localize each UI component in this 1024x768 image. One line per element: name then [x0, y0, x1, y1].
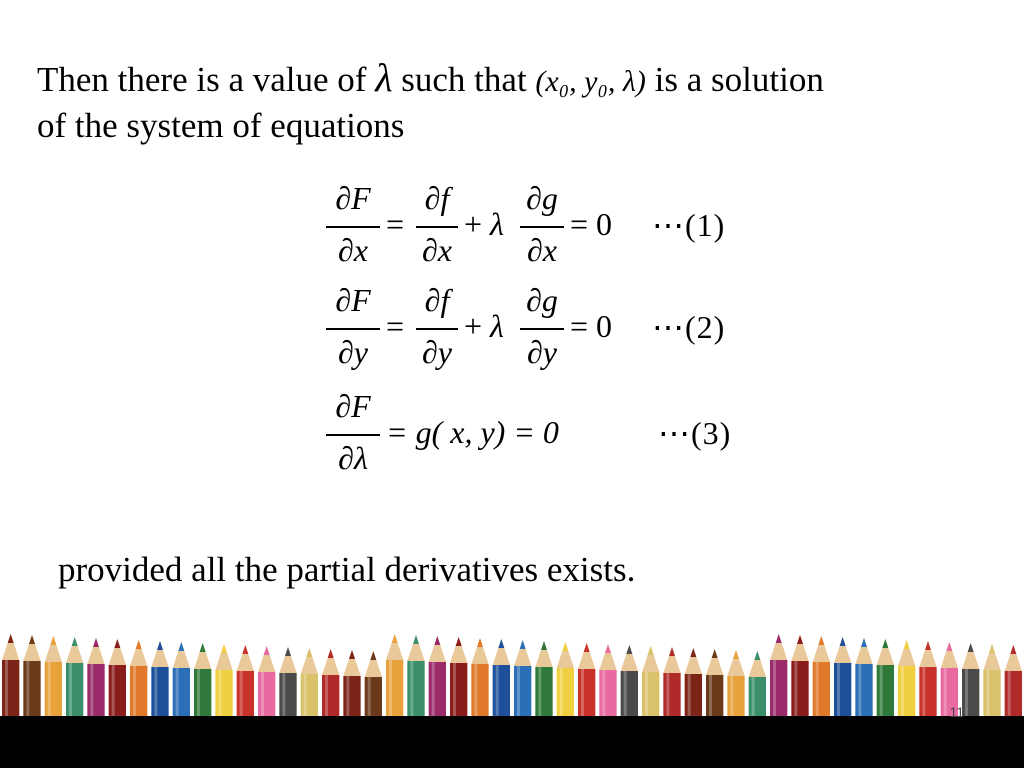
pencil — [685, 648, 702, 720]
pencil — [215, 644, 232, 720]
pencil — [322, 649, 339, 720]
pencil — [109, 639, 126, 720]
fraction-bar — [416, 328, 458, 330]
term2-numerator: ∂g — [526, 282, 558, 318]
pencil — [1005, 645, 1022, 720]
term1-numerator: ∂f — [424, 180, 450, 216]
term1-numerator: ∂f — [424, 282, 450, 318]
fraction-bar — [416, 226, 458, 228]
pencil — [87, 638, 104, 720]
term2-denominator: ∂x — [526, 232, 557, 268]
lhs-numerator: ∂F — [335, 180, 371, 216]
intro-text-b: such that — [401, 60, 527, 99]
plus-sign: + — [464, 206, 483, 242]
intro-line-1 — [37, 54, 997, 102]
pencil — [663, 647, 680, 720]
intro-line-2: of the system of equations — [37, 106, 405, 145]
pencil — [45, 636, 62, 720]
fraction-term2 — [520, 180, 564, 280]
equals-sign: = — [386, 308, 405, 344]
pencil — [983, 644, 1000, 720]
pencil — [514, 640, 531, 720]
pencil — [66, 637, 83, 720]
fraction-lhs — [326, 388, 380, 488]
equation-tag-1: ⋯(1) — [652, 207, 726, 243]
pencil — [749, 651, 766, 720]
pencil — [855, 638, 872, 720]
lhs-denominator: ∂λ — [338, 440, 368, 476]
pencil — [962, 643, 979, 720]
fraction-bar — [520, 328, 564, 330]
pencil — [301, 648, 318, 720]
term1-denominator: ∂y — [421, 334, 452, 370]
pencil — [557, 642, 574, 720]
fraction-term1 — [416, 180, 458, 280]
pencil — [813, 636, 830, 720]
lambda-symbol: λ — [490, 308, 504, 344]
lhs-denominator: ∂y — [337, 334, 368, 370]
pencil — [386, 634, 403, 720]
pencil — [450, 637, 467, 720]
plus-sign: + — [464, 308, 483, 344]
equals-sign: = — [386, 206, 405, 242]
pencil — [258, 646, 275, 720]
fraction-bar — [520, 226, 564, 228]
pencil — [151, 641, 168, 720]
term2-denominator: ∂y — [526, 334, 557, 370]
equals-zero: = 0 — [570, 206, 613, 242]
pencil — [343, 650, 360, 720]
intro-text-c: is a solution — [654, 60, 824, 99]
footer-bar — [0, 716, 1024, 768]
equals-zero: = 0 — [570, 308, 613, 344]
pencil — [898, 640, 915, 720]
lhs-denominator: ∂x — [337, 232, 368, 268]
fraction-lhs — [326, 282, 380, 382]
pencil — [621, 645, 638, 720]
pencil — [471, 638, 488, 720]
pencil — [194, 643, 211, 720]
fraction-term2 — [520, 282, 564, 382]
plus-lambda — [464, 206, 504, 243]
pencil — [365, 651, 382, 720]
plus-lambda — [464, 308, 504, 345]
pencil — [706, 649, 723, 720]
lambda-symbol: λ — [490, 206, 504, 242]
term1-denominator: ∂x — [421, 232, 452, 268]
pencil — [535, 641, 552, 720]
equation-tag-3: ⋯(3) — [658, 415, 732, 451]
pencil — [493, 639, 510, 720]
pencil — [237, 645, 254, 720]
intro-text-a: Then there is a value of — [37, 60, 367, 99]
page-number: 11 — [949, 704, 964, 720]
term2-numerator: ∂g — [526, 180, 558, 216]
pencil — [429, 636, 446, 720]
pencil — [130, 640, 147, 720]
tuple-expression: (x₀, y₀, λ) — [535, 65, 646, 98]
lambda-symbol: λ — [375, 55, 393, 100]
pencil — [791, 635, 808, 720]
pencil — [23, 635, 40, 720]
fraction-bar — [326, 434, 380, 436]
pencil — [578, 643, 595, 720]
pencil — [727, 650, 744, 720]
intro-text — [37, 54, 997, 150]
pencil — [834, 637, 851, 720]
pencils-border-image — [0, 628, 1024, 720]
pencil — [642, 646, 659, 720]
pencil — [599, 644, 616, 720]
equation-rhs: = g( x, y) = 0 — [386, 414, 559, 450]
closing-text: provided all the partial derivatives exists. — [58, 550, 636, 589]
fraction-term1 — [416, 282, 458, 382]
pencil — [877, 639, 894, 720]
fraction-bar — [326, 328, 380, 330]
lhs-numerator: ∂F — [335, 388, 371, 424]
pencil — [173, 642, 190, 720]
fraction-bar — [326, 226, 380, 228]
pencil — [407, 635, 424, 720]
pencil — [770, 634, 787, 720]
pencil — [2, 634, 19, 720]
pencil — [279, 647, 296, 720]
lhs-numerator: ∂F — [335, 282, 371, 318]
fraction-lhs — [326, 180, 380, 280]
equation-tag-2: ⋯(2) — [652, 309, 726, 345]
pencil — [919, 641, 936, 720]
